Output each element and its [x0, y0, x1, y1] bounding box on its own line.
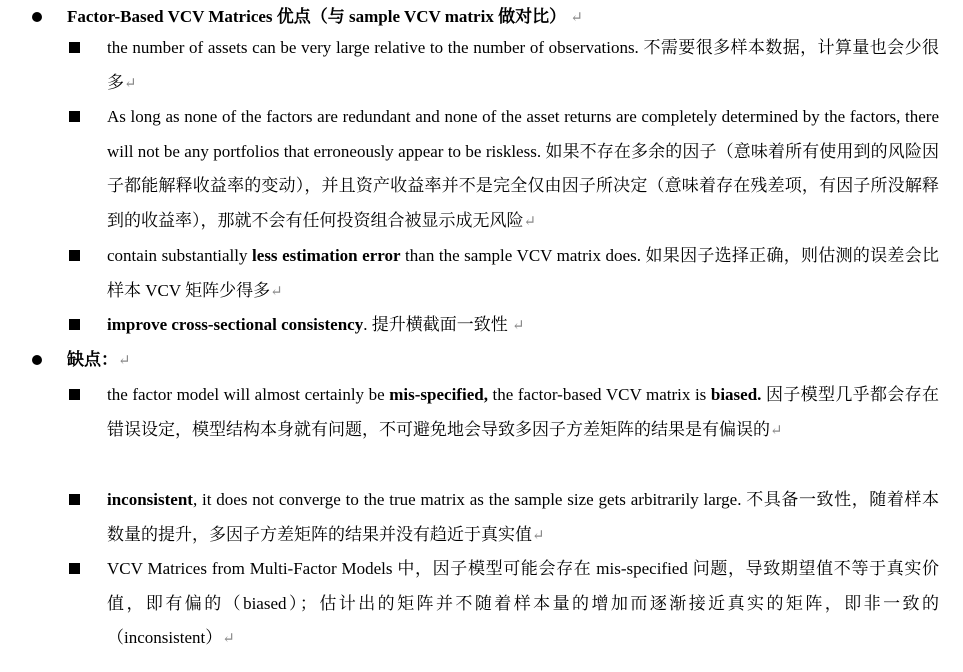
square-bullet-icon — [69, 563, 80, 574]
round-bullet-icon — [32, 12, 42, 22]
paragraph-mark-icon: ↵ — [532, 527, 545, 544]
item-text: As long as none of the factors are redundant and none of the asset returns are completely determined by the factors, there will not be any portfolios that erroneously appear to be riskless. 如果不存在多余的因子（意味着所有使用到的风险因子都能解释收益率的变动），并且资产收益率并不是完全仅由因子所决定（意味着存在残差项，有因子所没解释到的收益率），那就不会有任何投资组合被显示成无风险 — [107, 107, 939, 231]
square-bullet-icon — [69, 319, 80, 330]
item-text: contain substantially — [107, 246, 253, 265]
heading-text: 缺点： — [67, 350, 118, 369]
square-bullet-icon — [69, 494, 80, 505]
paragraph-mark-icon: ↵ — [570, 10, 583, 26]
item-text: the factor model will almost certainly be — [107, 385, 390, 404]
paragraph-mark-icon: ↵ — [270, 283, 283, 300]
list-item — [0, 483, 963, 553]
item-text: . 提升横截面一致性 — [363, 315, 512, 334]
item-text: the factor-based VCV matrix is — [487, 385, 711, 404]
paragraph-mark-icon: ↵ — [118, 353, 131, 369]
item-text-bold: biased. — [710, 385, 762, 404]
paragraph-mark-icon: ↵ — [770, 422, 783, 439]
list-item — [0, 239, 963, 309]
item-text: than the sample VCV matrix does. 如果因子选择正确，则估测的误差会比样本 VCV 矩阵少得多 — [107, 246, 939, 300]
list-item — [0, 308, 963, 343]
paragraph-mark-icon: ↵ — [124, 75, 137, 92]
item-text: , it does not converge to the true matrix as the sample size gets arbitrarily large. 不具备一致性，随着样本数量的提升，多因子方差矩阵的结果并没有趋近于真实值 — [107, 490, 939, 544]
item-text: VCV Matrices from Multi-Factor Models 中，因子模型可能会存在 mis-specified 问题，导致期望值不等于真实价值，即有偏的（biased）；估计出的矩阵并不随着样本量的增加而逐渐接近真实的矩阵，即非一致的（inconsistent） — [107, 559, 939, 648]
paragraph-mark-icon: ↵ — [511, 318, 525, 334]
list-item — [0, 378, 963, 483]
item-text: 因子模型几乎都会存在错误设定，模型结构本身就有问题，不可避免地会导致多因子方差矩阵的结果是有偏误的 — [107, 385, 939, 439]
item-text-bold: mis-specified, — [389, 385, 488, 404]
square-bullet-icon — [69, 111, 80, 122]
item-text: the number of assets can be very large relative to the number of observations. 不需要很多样本数据，计算量也会少很多 — [107, 38, 939, 92]
square-bullet-icon — [69, 389, 80, 400]
item-text-bold: improve cross-sectional consistency — [107, 315, 364, 334]
round-bullet-icon — [32, 355, 42, 365]
paragraph-mark-icon: ↵ — [523, 214, 537, 231]
list-item — [0, 31, 963, 101]
heading-text: Factor-Based VCV Matrices 优点（与 sample VCV matrix 做对比） — [67, 7, 567, 26]
square-bullet-icon — [69, 42, 80, 53]
section-heading-advantages — [0, 0, 963, 34]
list-item — [0, 552, 963, 657]
list-item — [0, 100, 963, 240]
item-text-bold: inconsistent — [107, 490, 193, 509]
item-text-bold: less estimation error — [252, 246, 401, 265]
square-bullet-icon — [69, 250, 80, 261]
section-heading-disadvantages — [0, 343, 963, 377]
paragraph-mark-icon: ↵ — [222, 631, 235, 648]
